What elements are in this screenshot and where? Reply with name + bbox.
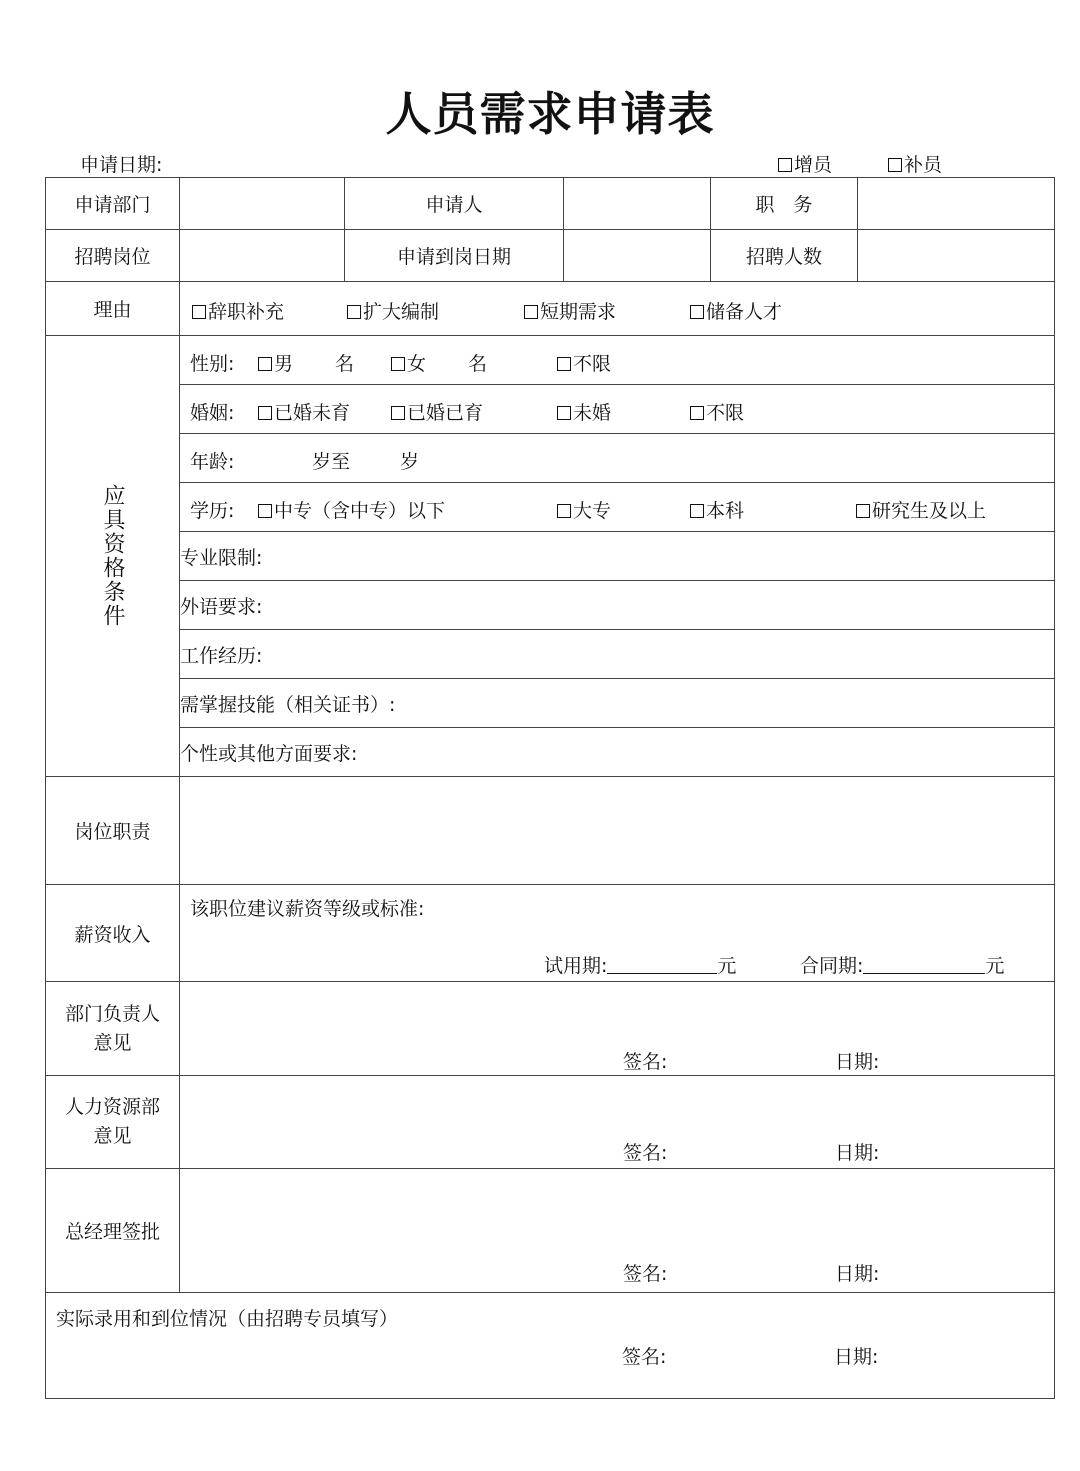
marriage-option-any[interactable]: 不限 bbox=[690, 398, 744, 425]
marriage-option-single[interactable]: 未婚 bbox=[557, 398, 611, 425]
actual-hire-field[interactable] bbox=[46, 1293, 1055, 1399]
checkbox-icon[interactable] bbox=[391, 357, 405, 371]
arrival-date-field[interactable] bbox=[564, 230, 711, 282]
hr-date: 日期: bbox=[835, 1141, 880, 1164]
education-option-postgrad[interactable]: 研究生及以上 bbox=[856, 496, 986, 523]
marriage-row: 婚姻: 已婚未育 已婚已育 未婚 不限 bbox=[180, 385, 1055, 434]
form-title: 人员需求申请表 bbox=[385, 87, 715, 141]
marriage-option-married-no-child[interactable]: 已婚未育 bbox=[258, 398, 350, 425]
checkbox-icon[interactable] bbox=[856, 504, 870, 518]
age-row: 年龄: 岁至 岁 bbox=[180, 434, 1055, 483]
actual-hire-sign: 签名: bbox=[622, 1345, 667, 1368]
dept-head-opinion-field[interactable] bbox=[180, 982, 1055, 1076]
post-field[interactable] bbox=[180, 230, 345, 282]
position-label: 职 务 bbox=[711, 178, 858, 230]
dept-label: 申请部门 bbox=[46, 178, 180, 230]
education-option-bachelor[interactable]: 本科 bbox=[690, 496, 744, 523]
arrival-date-label: 申请到岗日期 bbox=[345, 230, 564, 282]
gender-male-option[interactable]: 男 bbox=[258, 349, 293, 376]
hire-count-label: 招聘人数 bbox=[711, 230, 858, 282]
checkbox-icon[interactable] bbox=[557, 357, 571, 371]
gm-date: 日期: bbox=[835, 1262, 880, 1285]
salary-field bbox=[180, 885, 1055, 982]
checkbox-icon[interactable] bbox=[391, 406, 405, 420]
actual-hire-date: 日期: bbox=[834, 1345, 879, 1368]
hr-opinion-field[interactable] bbox=[180, 1076, 1055, 1169]
experience-row[interactable]: 工作经历: bbox=[180, 630, 1055, 679]
dept-field[interactable] bbox=[180, 178, 345, 230]
language-row[interactable]: 外语要求: bbox=[180, 581, 1055, 630]
applicant-label: 申请人 bbox=[345, 178, 564, 230]
checkbox-icon[interactable] bbox=[690, 305, 704, 319]
hire-count-field[interactable] bbox=[858, 230, 1055, 282]
reason-option-expand[interactable]: 扩大编制 bbox=[347, 297, 439, 324]
education-option-secondary[interactable]: 中专（含中专）以下 bbox=[258, 496, 445, 523]
personality-row[interactable]: 个性或其他方面要求: bbox=[180, 728, 1055, 777]
salary-suggest-label: 该职位建议薪资等级或标准: bbox=[190, 897, 425, 920]
marriage-option-married-child[interactable]: 已婚已育 bbox=[391, 398, 483, 425]
checkbox-icon[interactable] bbox=[258, 504, 272, 518]
education-row: 学历: 中专（含中专）以下 大专 本科 研究生及以上 bbox=[180, 483, 1055, 532]
gm-approval-field[interactable] bbox=[180, 1169, 1055, 1293]
contract-salary-input[interactable] bbox=[863, 955, 985, 974]
gm-sign: 签名: bbox=[623, 1262, 668, 1285]
reason-options bbox=[180, 282, 1055, 336]
gender-row: 性别: 男 名 女 名 不限 bbox=[180, 336, 1055, 385]
actual-hire-label: 实际录用和到位情况（由招聘专员填写） bbox=[56, 1307, 399, 1330]
checkbox-icon[interactable] bbox=[557, 406, 571, 420]
dept-head-sign: 签名: bbox=[623, 1050, 668, 1073]
request-form-table bbox=[45, 177, 1055, 1399]
contract-salary: 合同期: 元 bbox=[800, 954, 1005, 977]
checkbox-icon[interactable] bbox=[557, 504, 571, 518]
salary-label: 薪资收入 bbox=[46, 885, 180, 982]
dept-head-label: 部门负责人 意见 bbox=[46, 982, 180, 1076]
reason-option-short-term[interactable]: 短期需求 bbox=[524, 297, 616, 324]
reason-label: 理由 bbox=[46, 282, 180, 336]
option-add-staff[interactable]: 增员 bbox=[778, 150, 832, 177]
trial-salary-input[interactable] bbox=[607, 955, 717, 974]
checkbox-icon[interactable] bbox=[258, 357, 272, 371]
trial-salary: 试用期: 元 bbox=[544, 954, 737, 977]
checkbox-icon[interactable] bbox=[192, 305, 206, 319]
gm-approval-label: 总经理签批 bbox=[46, 1169, 180, 1293]
gender-female-option[interactable]: 女 bbox=[391, 349, 426, 376]
checkbox-icon[interactable] bbox=[690, 406, 704, 420]
reason-option-reserve[interactable]: 储备人才 bbox=[690, 297, 782, 324]
checkbox-icon[interactable] bbox=[258, 406, 272, 420]
option-replace-staff[interactable]: 补员 bbox=[888, 150, 942, 177]
dept-head-date: 日期: bbox=[835, 1050, 880, 1073]
qualifications-label: 应具资格条件 bbox=[46, 336, 180, 777]
hr-label: 人力资源部 意见 bbox=[46, 1076, 180, 1169]
checkbox-icon[interactable] bbox=[690, 504, 704, 518]
checkbox-icon[interactable] bbox=[524, 305, 538, 319]
position-field[interactable] bbox=[858, 178, 1055, 230]
gender-any-option[interactable]: 不限 bbox=[557, 349, 611, 376]
hr-sign: 签名: bbox=[623, 1141, 668, 1164]
post-label: 招聘岗位 bbox=[46, 230, 180, 282]
checkbox-icon[interactable] bbox=[778, 158, 792, 172]
duties-label: 岗位职责 bbox=[46, 777, 180, 885]
education-option-college[interactable]: 大专 bbox=[557, 496, 611, 523]
applicant-field[interactable] bbox=[564, 178, 711, 230]
checkbox-icon[interactable] bbox=[347, 305, 361, 319]
reason-option-resign[interactable]: 辞职补充 bbox=[192, 297, 284, 324]
apply-date-label: 申请日期: bbox=[80, 154, 163, 176]
major-row[interactable]: 专业限制: bbox=[180, 532, 1055, 581]
duties-field[interactable] bbox=[180, 777, 1055, 885]
checkbox-icon[interactable] bbox=[888, 158, 902, 172]
skills-row[interactable]: 需掌握技能（相关证书）: bbox=[180, 679, 1055, 728]
